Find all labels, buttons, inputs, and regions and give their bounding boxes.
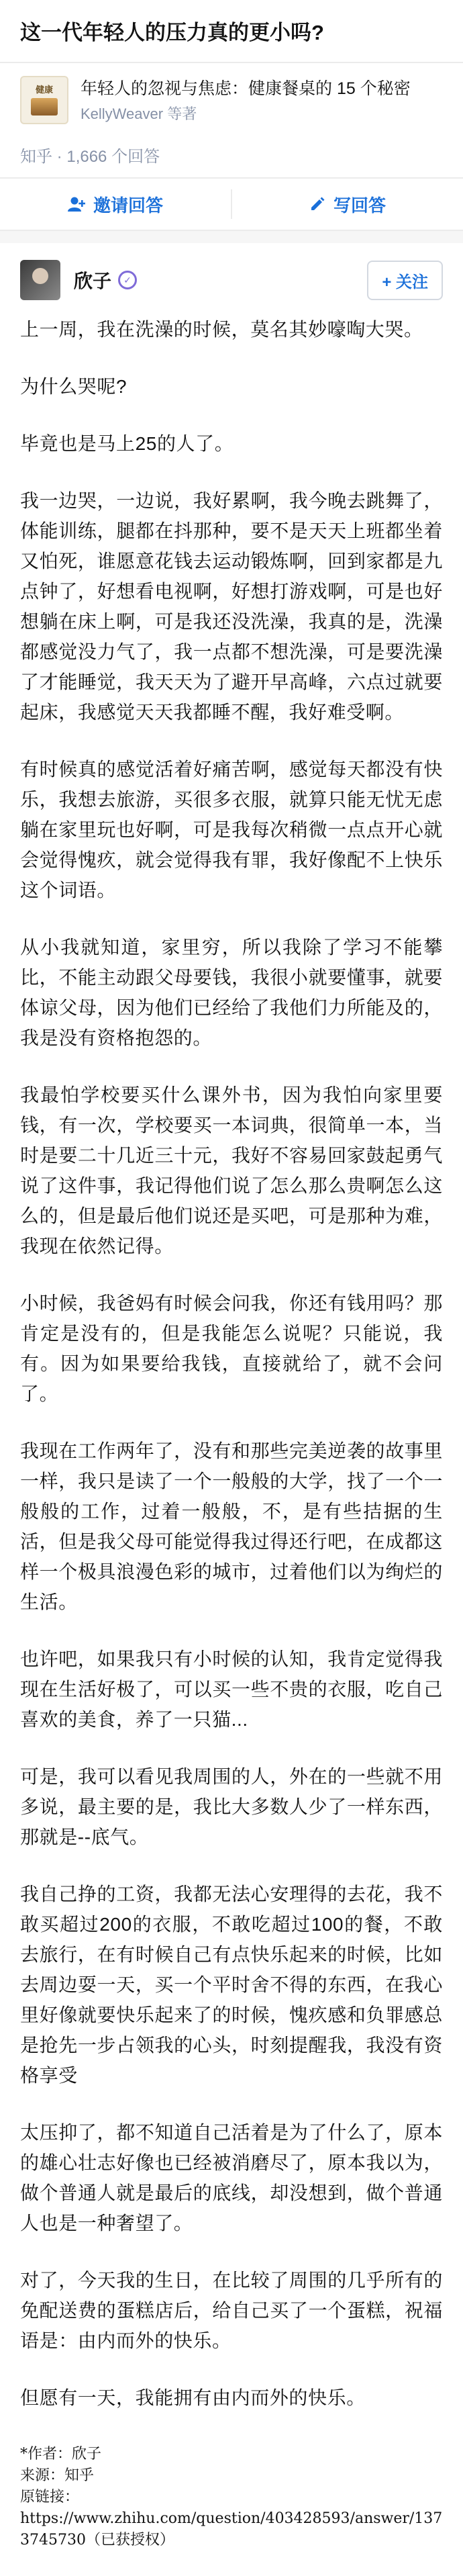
footer-source: 来源：知乎 <box>20 2467 95 2484</box>
invite-answer-button[interactable] <box>0 179 231 230</box>
answer-paragraph: 我现在工作两年了，没有和那些完美逆袭的故事里一样，我只是读了一个一般般的大学，找了一个一般般的工作，过着一般般，不，是有些拮据的生活，但是我父母可能觉得我过得还行吧，在成都这样一个极具浪漫色彩的城市，过着他们以为绚烂的生活。 <box>20 1440 443 1612</box>
invite-answer-label: 邀请回答 <box>93 195 163 216</box>
section-gap <box>0 231 463 243</box>
cover-label: 健康 <box>35 85 53 95</box>
answer-paragraph: 有时候真的感觉活着好痛苦啊，感觉每天都没有快乐，我想去旅游，买很多衣服，就算只能无忧无虑躺在家里玩也好啊，可是我每次稍微一点点开心就会觉得愧疚，就会觉得我有罪，我好像配不上快乐这个词语。 <box>20 759 443 901</box>
meta-dot: · <box>56 148 67 166</box>
answer-paragraph: 对了，今天我的生日，在比较了周围的几乎所有的免配送费的蛋糕店后，给自己买了一个蛋糕，祝福语是：由内而外的快乐。 <box>20 2270 443 2351</box>
cover-art <box>31 98 58 116</box>
pencil-icon <box>309 196 325 212</box>
meta-answers[interactable]: 1,666 个回答 <box>66 148 160 166</box>
meta-source: 知乎 <box>20 148 52 166</box>
avatar[interactable] <box>20 260 60 300</box>
footer-link-label: 原链接： <box>20 2489 80 2505</box>
creator-badge-icon: ✓ <box>118 271 137 289</box>
answer-paragraph: 从小我就知道，家里穷，所以我除了学习不能攀比，不能主动跟父母要钱，我很小就要懂事，就要体谅父母，因为他们已经给了我他们力所能及的，我是没有资格抱怨的。 <box>20 937 443 1048</box>
answer-content <box>0 310 463 2413</box>
attribution-footer <box>0 2440 463 2551</box>
answer-paragraph: 为什么哭呢? <box>20 376 127 397</box>
answer-paragraph: 我自己挣的工资，我都无法心安理得的去花，我不敢买超过200的衣服，不敢吃超过100的餐，不敢去旅行，在有时候自己有点快乐起来的时候，比如去周边耍一天，买一个平时舍不得的东西，在我心里好像就要快乐起来了的时候，愧疚感和负罪感总是抢先一步占领我的心头，时刻提醒我，我没有资格享受 <box>20 1884 443 2086</box>
article-card-title: 年轻人的忽视与焦虑：健康餐桌的 15 个秘密 <box>81 79 411 98</box>
author-name[interactable]: 欣子 <box>74 271 112 291</box>
author-name-row <box>74 267 367 293</box>
answer-paragraph: 我一边哭，一边说，我好累啊，我今晚去跳舞了，体能训练，腿都在抖那种，要不是天天上班都坐着又怕死，谁愿意花钱去运动锻炼啊，回到家都是九点钟了，好想看电视啊，好想打游戏啊，可是也好想躺在床上啊，可是我还没洗澡，我真的是，洗澡都感觉没力气了，我一点都不想洗澡，可是要洗澡了才能睡觉，我天天为了避开早高峰，六点过就要起床，我感觉天天我都睡不醒，我好难受啊。 <box>20 490 443 723</box>
answer-paragraph: 但愿有一天，我能拥有由内而外的快乐。 <box>20 2387 366 2408</box>
answer-paragraph: 小时候，我爸妈有时候会问我，你还有钱用吗？那肯定是没有的，但是我能怎么说呢？只能说，我有。因为如果要给我钱，直接就给了，就不会问了。 <box>20 1293 443 1404</box>
article-card-text <box>81 77 443 124</box>
action-bar <box>0 177 463 231</box>
invite-user-icon <box>68 196 85 212</box>
article-card[interactable] <box>0 63 463 137</box>
answer-paragraph: 我最怕学校要买什么课外书，因为我怕向家里要钱，有一次，学校要买一本词典，很简单一本，当时是要二十几近三十元，我好不容易回家鼓起勇气说了这件事，我记得他们说了怎么那么贵啊怎么这么的，但是最后他们说还是买吧，可是那种为难，我现在依然记得。 <box>20 1085 443 1256</box>
question-title[interactable]: 这一代年轻人的压力真的更小吗? <box>20 21 324 44</box>
answer-paragraph: 毕竟也是马上25的人了。 <box>20 433 234 454</box>
answer-paragraph: 上一周，我在洗澡的时候，莫名其妙嚎啕大哭。 <box>20 319 423 340</box>
book-cover-icon <box>20 76 68 124</box>
answer-author <box>0 243 463 310</box>
answer-paragraph: 也许吧，如果我只有小时候的认知，我肯定觉得我现在生活好极了，可以买一些不贵的衣服，吃自己喜欢的美食，养了一只猫... <box>20 1649 443 1730</box>
answer-paragraph: 可是，我可以看见我周围的人，外在的一些就不用多说，最主要的是，我比大多数人少了一样东西，那就是--底气。 <box>20 1766 443 1847</box>
footer-link[interactable]: https://www.zhihu.com/question/403428593/answer/1373745730（已获授权） <box>20 2510 443 2548</box>
write-answer-button[interactable] <box>232 179 463 230</box>
question-meta <box>0 137 463 177</box>
follow-button[interactable]: + 关注 <box>367 261 443 300</box>
answer-paragraph: 太压抑了，都不知道自己活着是为了什么了，原本的雄心壮志好像也已经被消磨尽了，原本我以为，做个普通人就是最后的底线，却没想到，做个普通人也是一种奢望了。 <box>20 2122 443 2234</box>
article-card-author: KellyWeaver 等著 <box>81 105 197 122</box>
write-answer-label: 写回答 <box>333 195 386 216</box>
footer-author: *作者：欣子 <box>20 2446 102 2463</box>
